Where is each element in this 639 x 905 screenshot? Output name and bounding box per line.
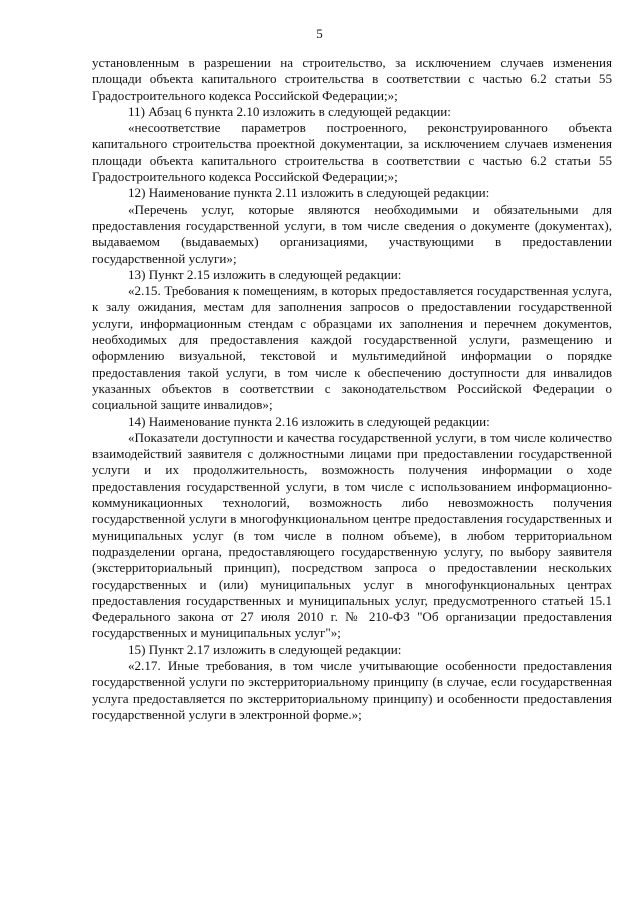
page-number: 5 bbox=[316, 26, 323, 41]
paragraph: 15) Пункт 2.17 изложить в следующей редакции: bbox=[128, 641, 402, 657]
paragraph: «Перечень услуг, которые являются необходимыми и обязательными для предоставления государственной услуги, в том числе сведения о документе (документах), выдаваемом (выдаваемых) организациями, участвующими в предоставлении государственной услуги»; bbox=[92, 201, 612, 266]
paragraph: установленным в разрешении на строительство, за исключением случаев изменения площади объекта капитального строительства в соответствии с частью 6.2 статьи 55 Градостроительного кодекса Российской Федерации;»; bbox=[92, 55, 612, 103]
paragraph: «Показатели доступности и качества государственной услуги, в том числе количество взаимодействий заявителя с должностными лицами при предоставлении государственной услуги и их продолжительность, возможность получения информации о ходе предоставления государственной услуги, в том числе с использованием информационно-коммуникационных технологий, возможность либо невозможность получения государственной услуги в многофункциональном центре предоставления государственных и муниципальных услуг (в том числе в полном объеме), в любом территориальном подразделении органа, предоставляющего государственную услугу, по выбору заявителя (экстерриториальный принцип), посредством запроса о предоставлении нескольких государственных и (или) муниципальных услуг в многофункциональных центрах предоставления государственных и муниципальных услуг, предусмотренного статьей 15.1 Федерального закона от 27 июля 2010 г. № 210-ФЗ "Об организации предоставления государственных и муниципальных услуг"»; bbox=[92, 429, 612, 641]
document-body bbox=[92, 55, 612, 723]
paragraph: «несоответствие параметров построенного, реконструированного объекта капитального строительства проектной документации, за исключением случаев изменения площади объекта капитального строительства в соответствии с частью 6.2 статьи 55 Градостроительного кодекса Российской Федерации;»; bbox=[92, 120, 612, 185]
paragraph: 14) Наименование пункта 2.16 изложить в следующей редакции: bbox=[128, 413, 490, 429]
paragraph: 11) Абзац 6 пункта 2.10 изложить в следующей редакции: bbox=[128, 103, 451, 119]
paragraph: «2.15. Требования к помещениям, в которых предоставляется государственная услуга, к залу ожидания, местам для заполнения запросов о предоставлении государственной услуги, информационным стендам с образцами их заполнения и перечнем документов, необходимых для предоставления каждой государственной услуги, размещению и оформлению визуальной, текстовой и мультимедийной информации о порядке предоставления такой услуги, в том числе к обеспечению доступности для инвалидов указанных объектов в соответствии с законодательством Российской Федерации о социальной защите инвалидов»; bbox=[92, 283, 612, 413]
paragraph: 13) Пункт 2.15 изложить в следующей редакции: bbox=[128, 266, 402, 282]
paragraph: «2.17. Иные требования, в том числе учитывающие особенности предоставления государственной услуги по экстерриториальному принципу (в случае, если государственная услуга предоставляется по экстерриториальному принципу) и особенности предоставления государственной услуги в электронной форме.»; bbox=[92, 657, 612, 722]
paragraph: 12) Наименование пункта 2.11 изложить в следующей редакции: bbox=[128, 185, 490, 201]
